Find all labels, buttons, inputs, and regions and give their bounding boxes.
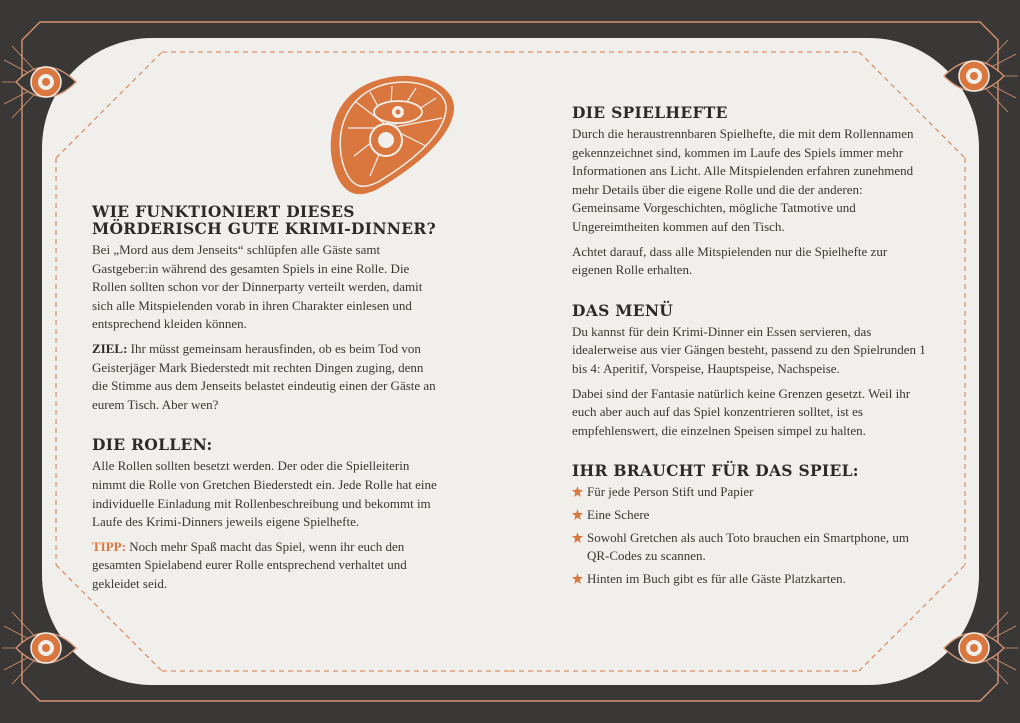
intro-paragraph: Bei „Mord aus dem Jenseits“ schlüpfen alle Gäste samt Gastgeber:in während des gesamten Spiels in eine Rolle. Die Rollen sollten schon vor der Dinnerparty verteilt werden, damit sich alle Mitspielenden vorab in ihren Charakter einlesen und entsprechend kleiden können. <box>92 242 423 332</box>
heading-booklets: DIE SPIELHEFTE <box>572 103 728 122</box>
roles-paragraph: Alle Rollen sollten besetzt werden. Der oder die Spielleiterin nimmt die Rolle von Gretchen Biederstedt ein. Jede Rolle hat eine individuelle Einladung mit Rollenbeschreibung und bekommt im Laufe des Krimi-Dinners jeweils eigene Spielhefte. <box>92 458 437 530</box>
orange-star-bullet-icon <box>572 509 583 520</box>
booklets-paragraph-2: Achtet darauf, dass alle Mitspielenden nur die Spielhefte zur eigenen Rolle erhalten. <box>572 243 888 278</box>
left-page <box>42 38 511 685</box>
section-booklets <box>572 104 927 280</box>
heading-needs: IHR BRAUCHT FÜR DAS SPIEL: <box>572 461 859 481</box>
orange-star-bullet-icon <box>572 573 583 584</box>
tip-paragraph <box>92 538 437 594</box>
list-item <box>572 570 927 589</box>
menu-paragraph-1: Du kannst für dein Krimi-Dinner ein Essen servieren, das idealerweise aus vier Gängen besteht, passend zu den Spielrunden 1 bis 4: Aperitif, Vorspeise, Hauptspeise, Nachspeise. <box>572 323 926 376</box>
list-item-text: Sowohl Gretchen als auch Toto brauchen ein Smartphone, um QR-Codes zu scannen. <box>587 529 909 564</box>
corner-rays-bottom-left <box>2 612 46 684</box>
booklets-paragraph-1: Durch die heraustrennbaren Spielhefte, die mit dem Rollennamen gekennzeichnet sind, kommen im Laufe des Spiels immer mehr Informationen ans Licht. Alle Mitspielenden erfahren zunehmend mehr Details über die eigene Rolle und die der anderen: Gemeinsame Vorgeschichten, mögliche Tatmotive und Ungereimtheiten kommen auf den Tisch. <box>572 126 914 234</box>
list-item <box>572 529 927 566</box>
heading-roles: DIE ROLLEN: <box>92 435 213 455</box>
menu-paragraph-2: Dabei sind der Fantasie natürlich keine Grenzen gesetzt. Weil ihr euch aber auch auf das Spiel konzentrieren solltet, ist es empfehlenswert, die einzelnen Speisen simpel zu halten. <box>572 385 911 438</box>
list-item-text: Hinten im Buch gibt es für alle Gäste Platzkarten. <box>587 570 846 586</box>
heading-menu: DAS MENÜ <box>572 300 674 320</box>
tip-label: TIPP: <box>92 538 126 554</box>
heading-line-2: MÖRDERISCH GUTE KRIMI-DINNER? <box>92 219 436 238</box>
section-needs <box>572 462 927 588</box>
goal-paragraph <box>92 340 437 414</box>
heading-how-it-works <box>92 203 437 237</box>
orange-star-bullet-icon <box>572 532 583 543</box>
orange-star-bullet-icon <box>572 486 583 497</box>
goal-label: ZIEL: <box>92 340 128 356</box>
ouija-planchette-eye-icon <box>326 72 458 196</box>
goal-text: Ihr müsst gemeinsam herausfinden, ob es beim Tod von Geisterjäger Mark Biederstedt mit rechten Dingen zuging, denn die Stimme aus dem Jenseits belastet eindeutig einen der Gäste an eurem Tisch. Aber wen? <box>92 340 436 412</box>
corner-rays-top-right <box>974 40 1018 112</box>
list-item <box>572 506 927 525</box>
list-item-text: Für jede Person Stift und Papier <box>587 484 754 500</box>
right-column <box>572 104 927 610</box>
list-item <box>572 483 927 502</box>
section-how-it-works <box>92 203 437 414</box>
needs-list <box>572 483 927 588</box>
corner-rays-top-left <box>2 46 46 118</box>
section-menu <box>572 302 927 441</box>
corner-rays-bottom-right <box>974 612 1018 684</box>
heading-line-1: WIE FUNKTIONIERT DIESES <box>92 202 355 221</box>
tip-text: Noch mehr Spaß macht das Spiel, wenn ihr euch den gesamten Spielabend eurer Rolle entsprechend verhaltet und gekleidet seid. <box>92 538 407 591</box>
right-page <box>510 38 979 685</box>
left-column <box>92 203 437 616</box>
section-roles <box>92 436 437 593</box>
list-item-text: Eine Schere <box>587 506 650 522</box>
